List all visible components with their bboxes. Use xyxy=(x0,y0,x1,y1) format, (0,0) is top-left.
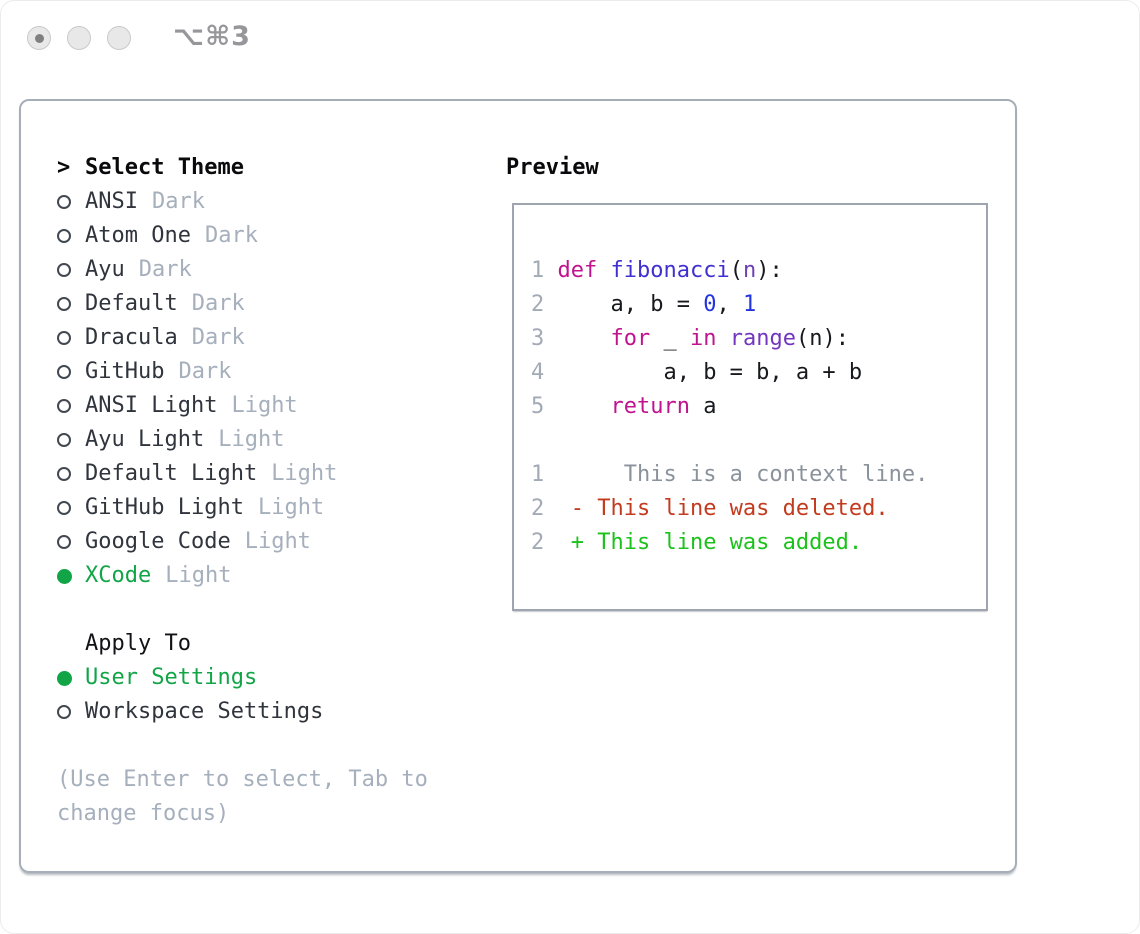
apply-to-title: Apply To xyxy=(85,631,191,656)
radio-icon xyxy=(57,705,71,719)
theme-item-variant: Dark xyxy=(138,257,192,282)
theme-item[interactable] xyxy=(57,389,428,423)
code-token xyxy=(716,326,729,351)
code-token: _ xyxy=(650,326,690,351)
line-number: 2 xyxy=(531,496,545,521)
preview-code xyxy=(514,205,986,560)
theme-item-name: Atom One xyxy=(85,223,191,248)
code-token xyxy=(544,326,610,351)
line-number: 1 xyxy=(531,462,545,487)
theme-item-variant: Light xyxy=(244,529,311,554)
radio-icon xyxy=(57,229,71,243)
code-token xyxy=(597,258,610,283)
code-token xyxy=(544,258,557,283)
preview-title: Preview xyxy=(506,155,599,180)
theme-item[interactable] xyxy=(57,559,428,593)
line-number: 2 xyxy=(531,530,545,555)
help-text xyxy=(57,763,428,797)
theme-item-variant: Light xyxy=(231,393,298,418)
theme-item[interactable] xyxy=(57,219,428,253)
code-token: def xyxy=(557,258,598,283)
theme-item-name: Default Light xyxy=(85,461,258,486)
line-number: 3 xyxy=(531,326,545,351)
select-theme-title: Select Theme xyxy=(85,155,244,180)
theme-item[interactable] xyxy=(57,253,428,287)
line-number: 5 xyxy=(531,394,545,419)
theme-item-variant: Light xyxy=(257,495,325,520)
apply-option-label: User Settings xyxy=(85,665,258,690)
theme-item-name: GitHub Light xyxy=(85,495,244,520)
keyboard-shortcut-label: ⌥⌘3 xyxy=(173,21,251,52)
radio-icon xyxy=(57,501,71,515)
radio-icon xyxy=(57,297,71,311)
radio-icon xyxy=(57,263,71,277)
code-token: - This line was deleted. xyxy=(544,496,889,521)
radio-icon xyxy=(57,399,71,413)
theme-item-name: Default xyxy=(85,291,178,316)
code-token: + This line was added. xyxy=(544,530,863,555)
code-line-code xyxy=(531,288,986,322)
window-button-dot-icon xyxy=(35,34,44,43)
theme-item-variant: Light xyxy=(165,563,232,588)
theme-item[interactable] xyxy=(57,423,428,457)
code-line-diff xyxy=(531,458,986,492)
prompt-icon: > xyxy=(57,155,71,180)
line-number: 1 xyxy=(531,258,545,283)
theme-item[interactable] xyxy=(57,185,428,219)
code-token: , xyxy=(716,292,743,317)
theme-list xyxy=(57,151,428,831)
code-token: ): xyxy=(756,258,783,283)
code-token: in xyxy=(689,326,717,351)
radio-icon xyxy=(57,467,71,481)
code-token: fibonacci xyxy=(610,258,730,283)
apply-option-label: Workspace Settings xyxy=(85,699,324,724)
theme-item-variant: Light xyxy=(218,427,285,452)
code-token: range xyxy=(729,326,796,351)
code-token: a, b = b, a + b xyxy=(544,360,863,385)
code-token: 1 xyxy=(742,292,757,317)
code-line-diff xyxy=(531,526,986,560)
code-token: for xyxy=(610,326,651,351)
theme-item[interactable] xyxy=(57,491,428,525)
theme-item-name: GitHub xyxy=(85,359,165,384)
code-token: a, b = xyxy=(544,292,704,317)
code-line-code xyxy=(531,322,986,356)
radio-selected-icon xyxy=(57,569,72,584)
theme-item-variant: Dark xyxy=(204,223,258,248)
theme-item-name: Google Code xyxy=(85,529,231,554)
window-minimize-button[interactable] xyxy=(67,26,91,50)
theme-item-variant: Light xyxy=(271,461,338,486)
code-line-code xyxy=(531,254,986,288)
theme-item[interactable] xyxy=(57,355,428,389)
line-number: 4 xyxy=(531,360,545,385)
theme-item[interactable] xyxy=(57,321,428,355)
theme-item-variant: Dark xyxy=(191,325,245,350)
code-token: return xyxy=(610,394,690,419)
code-line-diff xyxy=(531,492,986,526)
theme-item[interactable] xyxy=(57,525,428,559)
apply-option[interactable] xyxy=(57,661,428,695)
code-token: This is a context line. xyxy=(544,462,929,487)
radio-icon xyxy=(57,365,71,379)
theme-item-name: Dracula xyxy=(85,325,178,350)
apply-option[interactable] xyxy=(57,695,428,729)
apply-to-header xyxy=(57,627,428,661)
theme-item-name: ANSI Light xyxy=(85,393,218,418)
code-token: a xyxy=(689,394,717,419)
line-number: 2 xyxy=(531,292,545,317)
code-token xyxy=(544,394,610,419)
theme-item-name: ANSI xyxy=(85,189,138,214)
code-token: (n): xyxy=(795,326,849,351)
help-text xyxy=(57,797,428,831)
theme-item-variant: Dark xyxy=(178,359,232,384)
code-line-code xyxy=(531,356,986,390)
code-token: 0 xyxy=(703,292,717,317)
theme-item-variant: Dark xyxy=(151,189,205,214)
radio-selected-icon xyxy=(57,671,72,686)
radio-icon xyxy=(57,331,71,345)
help-text-line: (Use Enter to select, Tab to xyxy=(57,767,428,792)
window-close-button[interactable] xyxy=(27,26,51,50)
radio-icon xyxy=(57,195,71,209)
theme-picker-panel xyxy=(19,99,1017,873)
theme-item-variant: Dark xyxy=(191,291,245,316)
theme-item[interactable] xyxy=(57,457,428,491)
preview-box xyxy=(512,203,988,611)
window-zoom-button[interactable] xyxy=(107,26,131,50)
code-token: n xyxy=(742,258,757,283)
radio-icon xyxy=(57,433,71,447)
theme-item-name: Ayu xyxy=(85,257,125,282)
theme-item-name: XCode xyxy=(85,563,152,588)
help-text-line: change focus) xyxy=(57,801,230,826)
theme-item-name: Ayu Light xyxy=(85,427,205,452)
radio-icon xyxy=(57,535,71,549)
select-theme-header xyxy=(57,151,428,185)
code-token: ( xyxy=(729,258,743,283)
code-line-code xyxy=(531,390,986,424)
theme-item[interactable] xyxy=(57,287,428,321)
